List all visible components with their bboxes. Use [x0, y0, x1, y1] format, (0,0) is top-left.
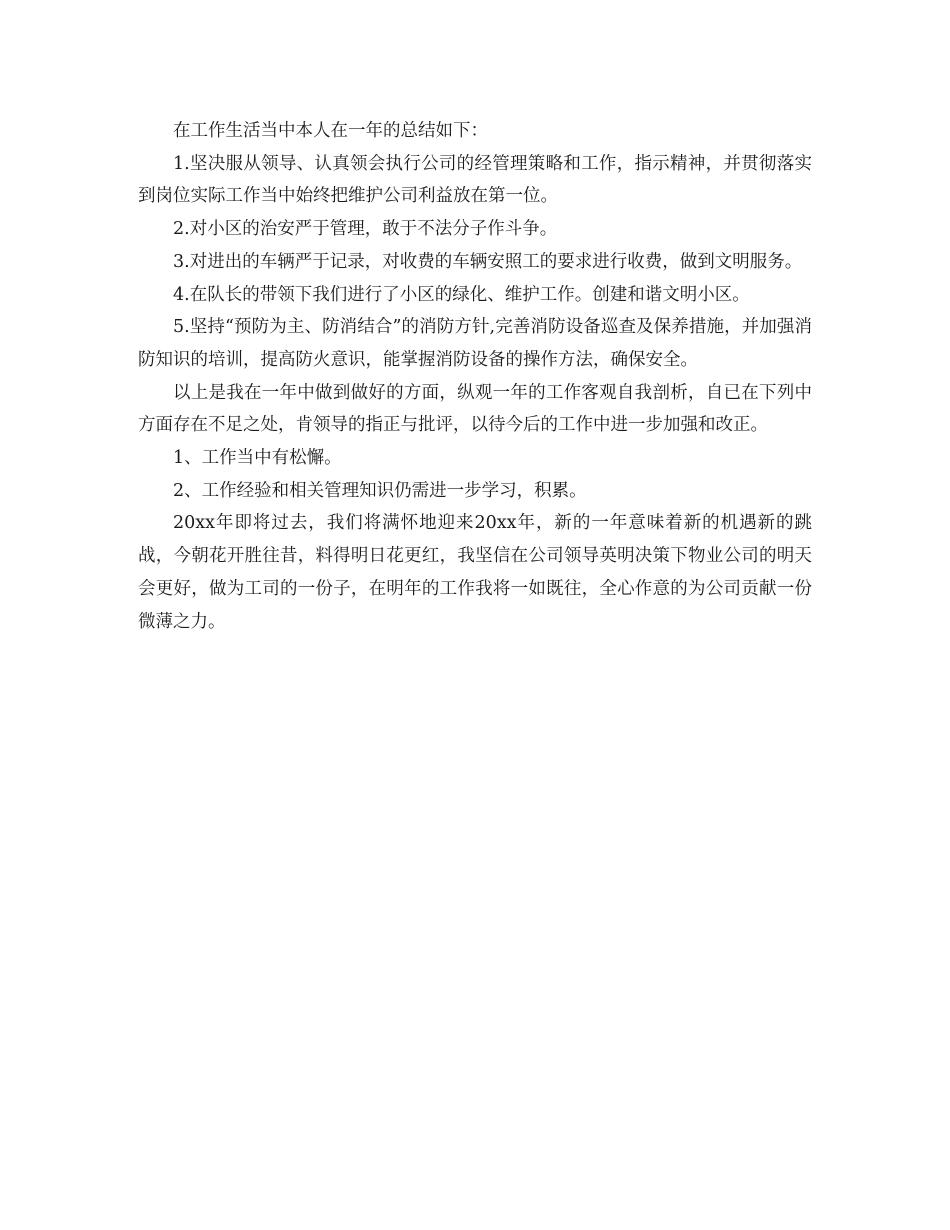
achievement-item-4: 4.在队长的带领下我们进行了小区的绿化、维护工作。创建和谐文明小区。: [173, 284, 750, 305]
closing-paragraph: 20xx年即将过去，我们将满怀地迎来20xx年，新的一年意味着新的机遇新的跳战，今朝花开胜往昔，料得明日花更红，我坚信在公司领导英明决策下物业公司的明天会更好，做为工司的一份子，在明年的工作我将一如既往，全心作意的为公司贡献一份微薄之力。: [138, 513, 812, 632]
shortcomings-intro-paragraph: 以上是我在一年中做到做好的方面，纵观一年的工作客观自我剖析，自已在下列中方面存在不足之处，肯领导的指正与批评，以待今后的工作中进一步加强和改正。: [138, 382, 812, 436]
achievement-item-2: 2.对小区的治安严于管理，敢于不法分子作斗争。: [173, 219, 558, 240]
summary-intro-paragraph: 在工作生活当中本人在一年的总结如下：: [173, 121, 488, 141]
document-body: [138, 115, 812, 638]
shortcoming-item-2: 2、工作经验和相关管理知识仍需进一步学习，积累。: [173, 480, 587, 501]
achievement-item-3: 3.对进出的车辆严于记录，对收费的车辆安照工的要求进行收费，做到文明服务。: [173, 251, 803, 272]
shortcoming-item-1: 1、工作当中有松懈。: [173, 448, 342, 469]
achievement-item-5: 5.坚持“预防为主、防消结合”的消防方针,完善消防设备巡查及保养措施，并加强消防知识的培训，提高防火意识，能掌握消防设备的操作方法，确保安全。: [138, 317, 812, 370]
achievement-item-1: 1.坚决服从领导、认真领会执行公司的经管理策略和工作，指示精神，并贯彻落实到岗位实际工作当中始终把维护公司利益放在第一位。: [138, 153, 812, 207]
